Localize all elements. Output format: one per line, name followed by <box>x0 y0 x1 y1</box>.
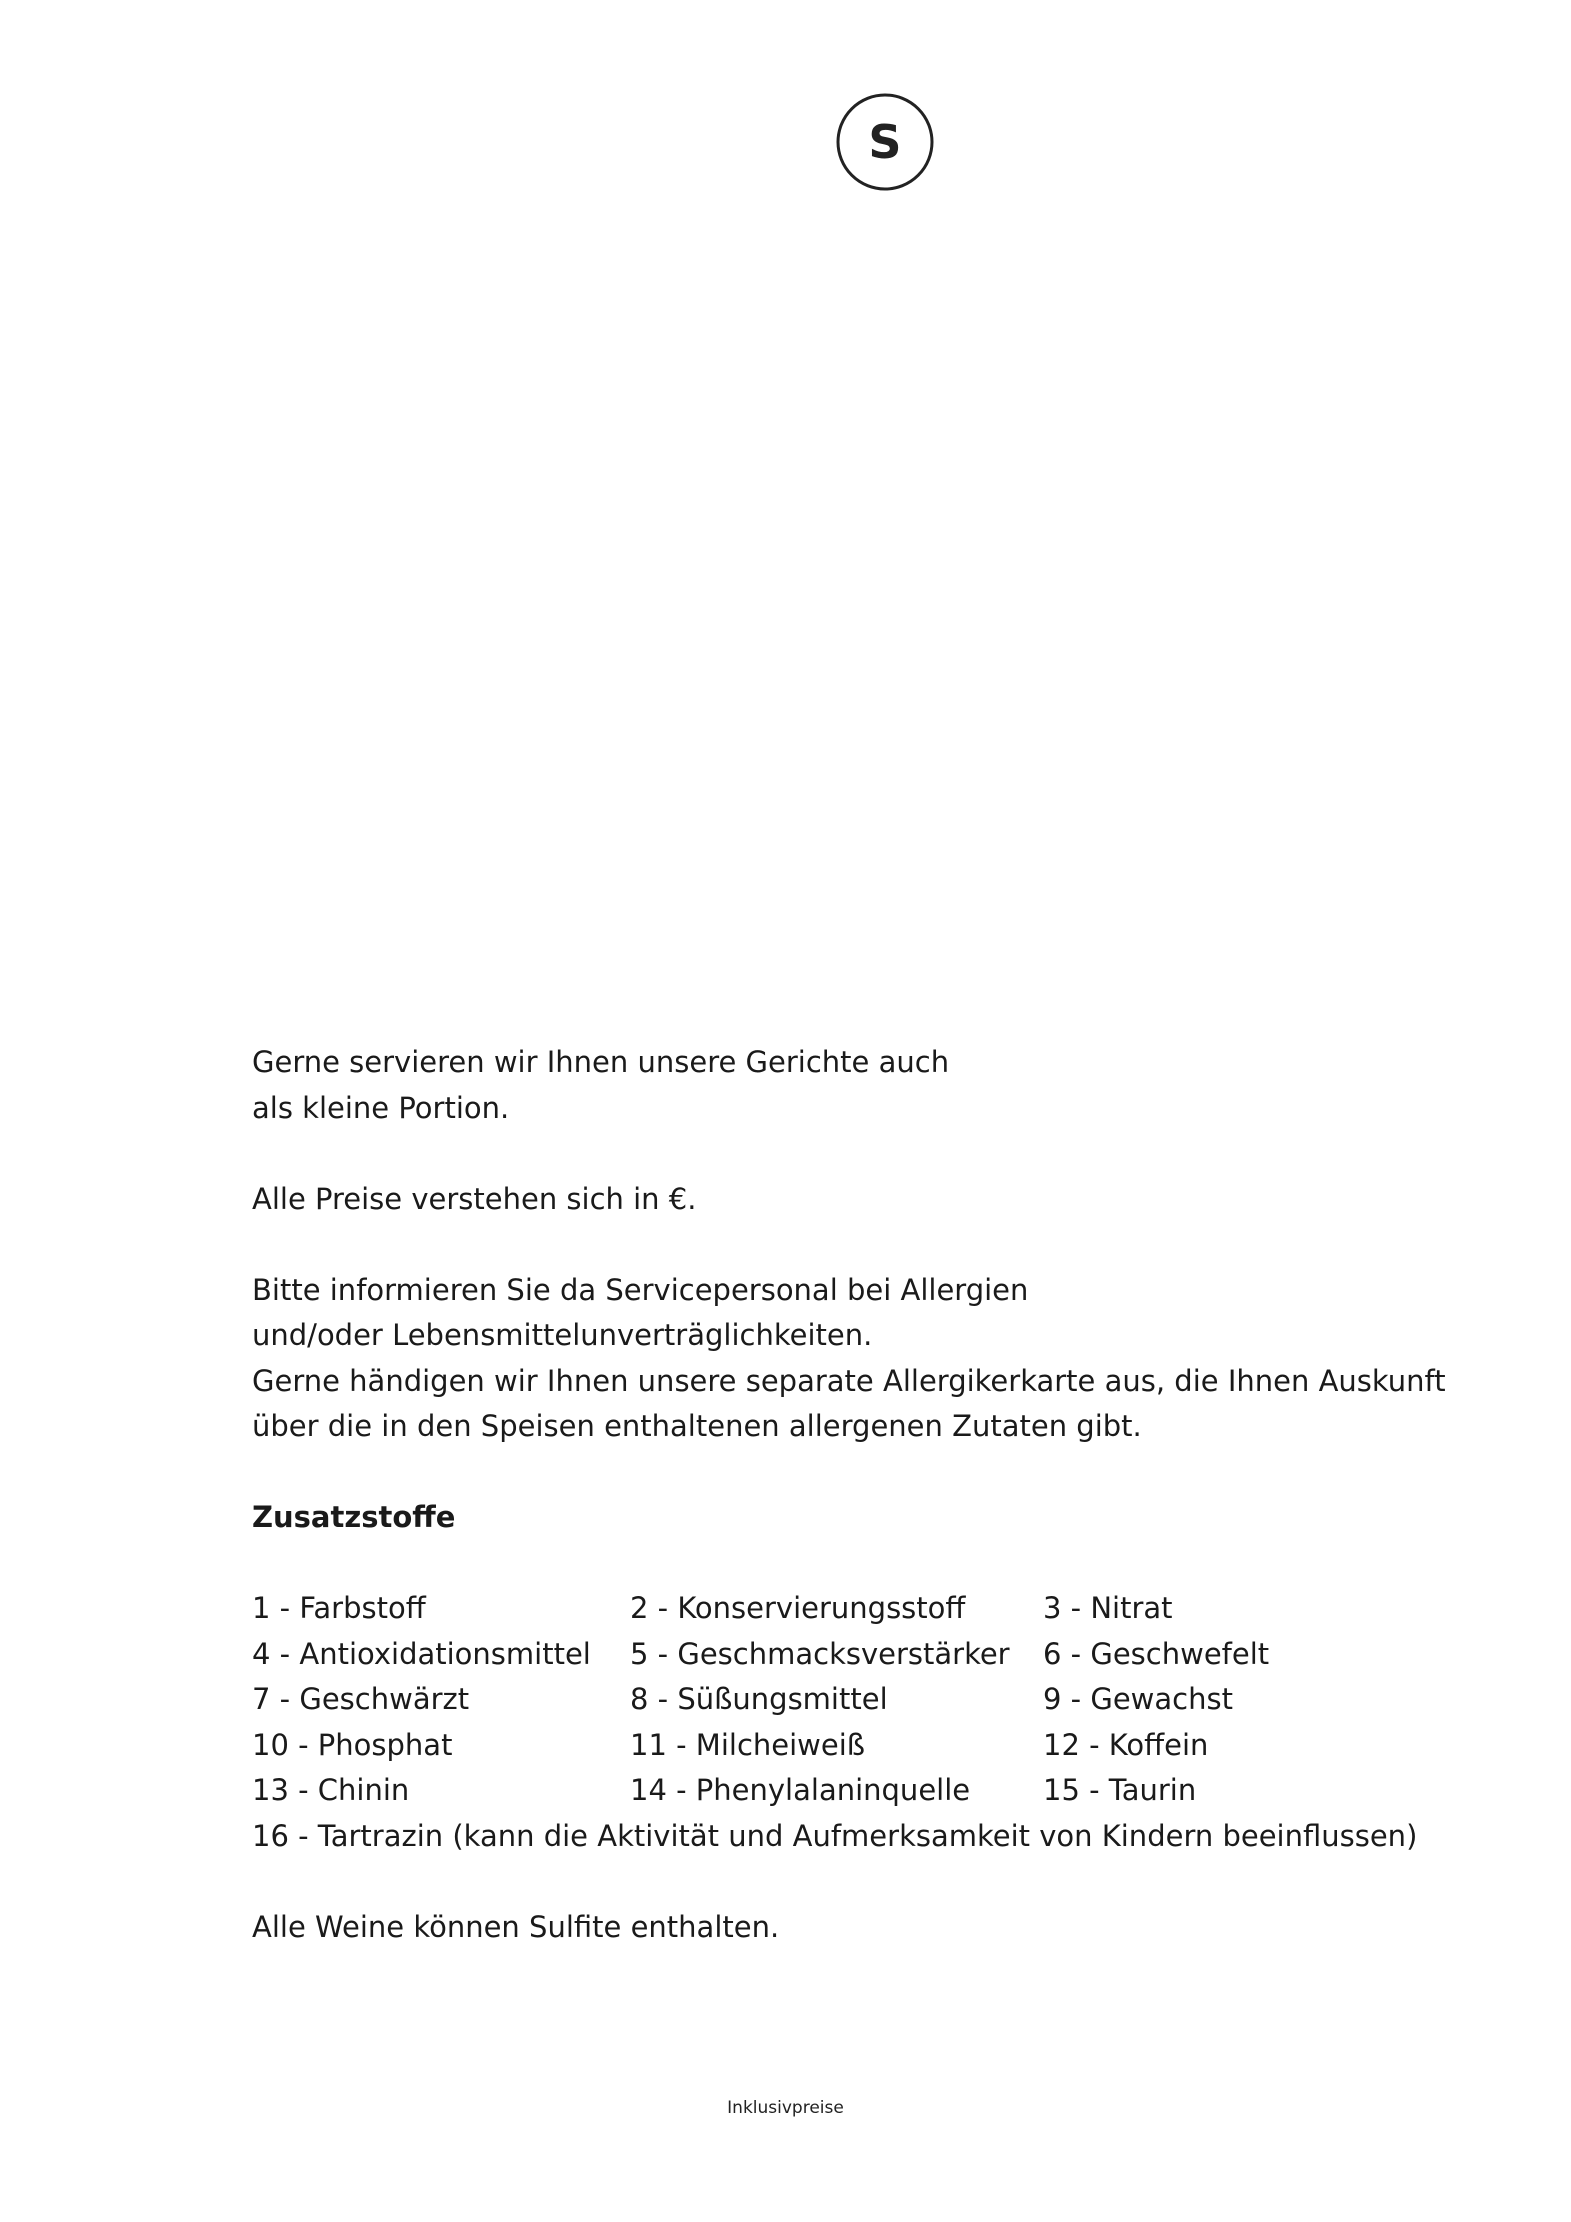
additive-item: 13 - Chinin <box>252 1773 410 1807</box>
additive-item-16: 16 - Tartrazin (kann die Aktivität und Aufmerksamkeit von Kindern beeinflussen) <box>252 1818 1418 1853</box>
additive-item: 7 - Geschwärzt <box>252 1682 470 1716</box>
wine-sulfite-note: Alle Weine können Sulfite enthalten. <box>252 1909 780 1944</box>
allergy-line-2: und/oder Lebensmittelunverträglichkeiten. <box>252 1318 873 1352</box>
additive-item: 10 - Phosphat <box>252 1727 453 1762</box>
additive-item: 11 - Milcheiweiß <box>630 1727 866 1762</box>
intro-line-1: Gerne servieren wir Ihnen unsere Gerichte auch <box>252 1045 950 1079</box>
additive-item: 15 - Taurin <box>1043 1773 1197 1807</box>
additive-item: 3 - Nitrat <box>1043 1591 1173 1625</box>
allergy-line-4: über die in den Speisen enthaltenen allergenen Zutaten gibt. <box>252 1409 1142 1443</box>
restaurant-logo <box>835 92 935 192</box>
additives-heading: Zusatzstoffe <box>252 1500 456 1534</box>
additive-item: 14 - Phenylalaninquelle <box>630 1773 971 1807</box>
prices-note: Alle Preise verstehen sich in €. <box>252 1181 697 1216</box>
intro-line-2: als kleine Portion. <box>252 1090 510 1125</box>
additive-item: 5 - Geschmacksverstärker <box>630 1636 1010 1671</box>
additive-item: 2 - Konservierungsstoff <box>630 1591 966 1625</box>
additive-item: 9 - Gewachst <box>1043 1682 1233 1716</box>
logo-letter: S <box>868 115 902 169</box>
allergy-line-1: Bitte informieren Sie da Servicepersonal bei Allergien <box>252 1272 1029 1307</box>
additive-item: 6 - Geschwefelt <box>1043 1636 1270 1671</box>
additive-item: 4 - Antioxidationsmittel <box>252 1636 591 1671</box>
additives-list <box>252 1586 1512 1859</box>
info-text-block <box>252 1040 1512 1950</box>
allergy-line-3: Gerne händigen wir Ihnen unsere separate Allergikerkarte aus, die Ihnen Auskunft <box>252 1363 1446 1398</box>
additive-item: 1 - Farbstoff <box>252 1591 426 1625</box>
footer-note: Inklusivpreise <box>727 2098 844 2118</box>
additive-item: 8 - Süßungsmittel <box>630 1682 888 1716</box>
additive-item: 12 - Koffein <box>1043 1727 1209 1762</box>
